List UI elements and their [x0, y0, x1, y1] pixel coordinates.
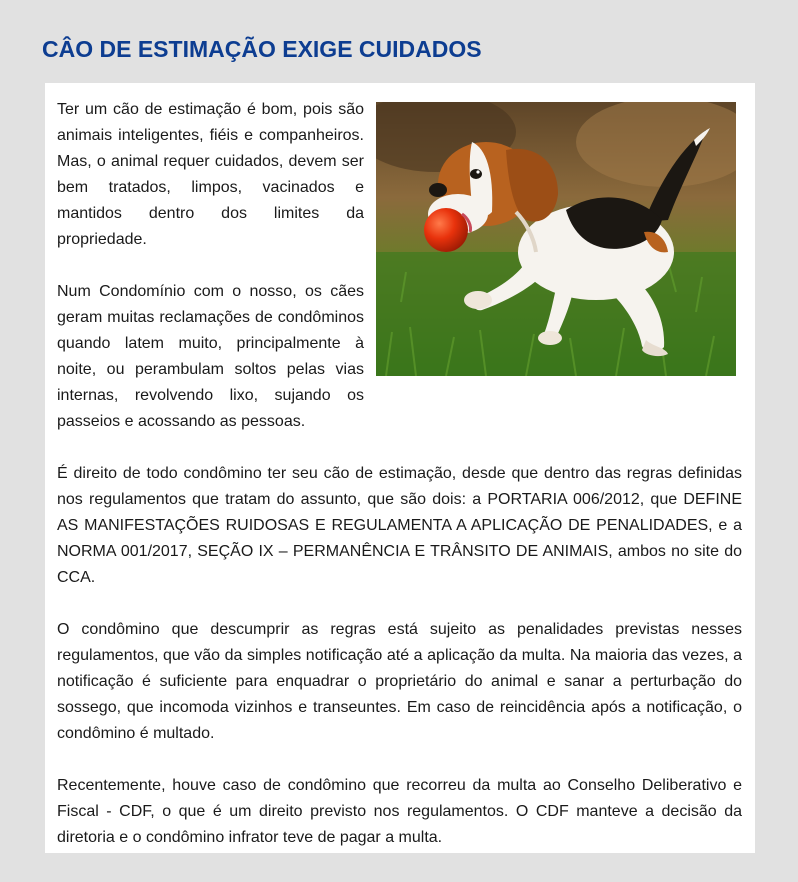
- paragraph-intro: Ter um cão de estimação é bom, pois são animais inteligentes, fiéis e companheiros. Mas, o animal requer cuidados, devem ser bem tratados, limpos, vacinados e mantidos dentro dos limites da propriedade.: [57, 101, 364, 248]
- beagle-puppy-photo: [376, 102, 736, 376]
- paragraph-complaints: Num Condomínio com o nosso, os cães geram muitas reclamações de condôminos quando latem muito, principalmente à noite, ou perambulam soltos pelas vias internas, revolvendo lixo, sujando os passeios e acossando as pessoas.: [57, 283, 364, 430]
- article-card: [45, 83, 755, 853]
- page-title: CÂO DE ESTIMAÇÃO EXIGE CUIDADOS: [42, 36, 482, 62]
- paragraph-rights: É direito de todo condômino ter seu cão de estimação, desde que dentro das regras definidas nos regulamentos que tratam do assunto, que são dois: a PORTARIA 006/2012, que DEFINE AS MANIFESTAÇÕES RUIDOSAS E REGULAMENTA A APLICAÇÃO DE PENALIDADES, e a NORMA 001/2017, SEÇÃO IX – PERMANÊNCIA E TRÂNSITO DE ANIMAIS, ambos no site do CCA.: [57, 465, 742, 586]
- paragraph-penalties: O condômino que descumprir as regras está sujeito as penalidades previstas nesses regulamentos, que vão da simples notificação até a aplicação da multa. Na maioria das vezes, a notificação é suficiente para enquadrar o proprietário do animal e sanar a perturbação do sossego, que incomoda vizinhos e transeuntes. Em caso de reincidência após a notificação, o condômino é multado.: [57, 621, 742, 742]
- article-body: [57, 97, 742, 851]
- paragraph-appeal: Recentemente, houve caso de condômino que recorreu da multa ao Conselho Deliberativo e Fiscal - CDF, o que é um direito previsto nos regulamentos. O CDF manteve a decisão da diretoria e o condômino infrator teve de pagar a multa.: [57, 777, 742, 846]
